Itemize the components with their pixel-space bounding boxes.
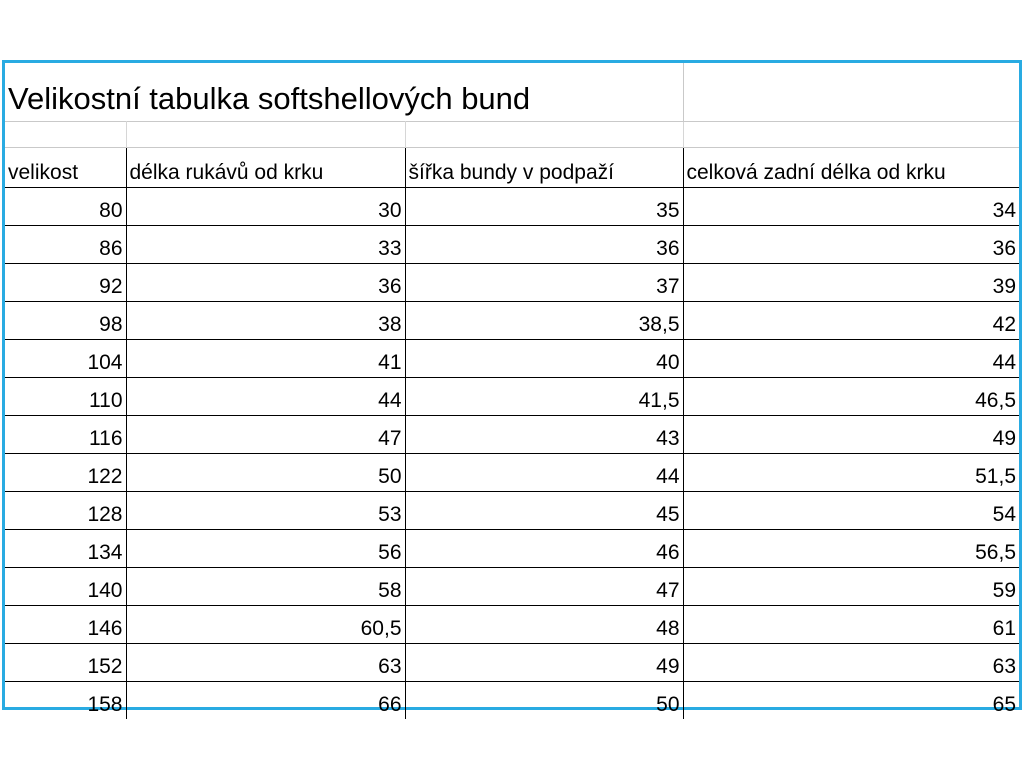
cell-chest-width: 35 xyxy=(405,188,683,226)
table-row xyxy=(5,340,1019,378)
table-row xyxy=(5,416,1019,454)
cell-chest-width: 43 xyxy=(405,416,683,454)
cell-back-length: 65 xyxy=(992,693,1016,716)
cell-chest-width: 38,5 xyxy=(405,302,683,340)
cell-sleeve-length: 66 xyxy=(126,682,405,720)
table-row xyxy=(5,644,1019,682)
header-row xyxy=(5,148,1019,188)
cell-back-length: 61 xyxy=(683,606,1019,644)
cell-chest-width: 47 xyxy=(405,568,683,606)
cell-chest-width: 50 xyxy=(405,682,683,720)
cell-sleeve-length: 50 xyxy=(126,454,405,492)
cell-sleeve-length: 33 xyxy=(126,226,405,264)
cell-back-length: 59 xyxy=(683,568,1019,606)
cell-chest-width: 49 xyxy=(405,644,683,682)
cell-size: 116 xyxy=(5,416,126,454)
title-row xyxy=(5,63,1019,122)
cell-size: 104 xyxy=(5,340,126,378)
cell-sleeve-length: 56 xyxy=(126,530,405,568)
cell-chest-width: 40 xyxy=(405,340,683,378)
cell-size: 140 xyxy=(5,568,126,606)
cell-size: 98 xyxy=(5,302,126,340)
cell-size: 80 xyxy=(5,188,126,226)
cell-chest-width: 46 xyxy=(405,530,683,568)
cell-back-length: 51,5 xyxy=(683,454,1019,492)
empty-cell xyxy=(683,122,1019,148)
cell-back-length: 54 xyxy=(683,492,1019,530)
cell-sleeve-length: 63 xyxy=(126,644,405,682)
table-row xyxy=(5,188,1019,226)
table-row xyxy=(5,226,1019,264)
cell-back-length: 36 xyxy=(683,226,1019,264)
cell-sleeve-length: 41 xyxy=(126,340,405,378)
cell-size: 86 xyxy=(5,226,126,264)
cell-chest-width: 48 xyxy=(405,606,683,644)
cell-back-length: 56,5 xyxy=(683,530,1019,568)
cell-back-length: 39 xyxy=(683,264,1019,302)
cell-back-length: 44 xyxy=(683,340,1019,378)
cell-sleeve-length: 60,5 xyxy=(126,606,405,644)
table-row xyxy=(5,264,1019,302)
size-chart-sheet xyxy=(2,60,1022,716)
cell-size: 122 xyxy=(5,454,126,492)
cell-sleeve-length: 44 xyxy=(126,378,405,416)
empty-cell xyxy=(683,63,1019,122)
cell-back-length: 34 xyxy=(683,188,1019,226)
cell-chest-width: 36 xyxy=(405,226,683,264)
cell-size: 158 xyxy=(5,682,126,720)
cell-sleeve-length: 36 xyxy=(126,264,405,302)
size-table xyxy=(5,63,1019,719)
cell-size: 134 xyxy=(5,530,126,568)
cell-chest-width: 45 xyxy=(405,492,683,530)
cell-size: 152 xyxy=(5,644,126,682)
cell-chest-width: 41,5 xyxy=(405,378,683,416)
table-row xyxy=(5,530,1019,568)
empty-cell xyxy=(126,122,405,148)
column-header-back-length: celková zadní délka od krku xyxy=(683,148,1019,188)
cell-sleeve-length: 53 xyxy=(126,492,405,530)
cell-sleeve-length: 30 xyxy=(126,188,405,226)
cell-back-length: 46,5 xyxy=(683,378,1019,416)
empty-cell xyxy=(405,122,683,148)
cell-sleeve-length: 47 xyxy=(126,416,405,454)
table-row xyxy=(5,454,1019,492)
column-header-sleeve-length: délka rukávů od krku xyxy=(126,148,405,188)
table-row xyxy=(5,378,1019,416)
column-header-chest-width: šířka bundy v podpaží xyxy=(405,148,683,188)
table-row xyxy=(5,568,1019,606)
cell-back-length: 49 xyxy=(683,416,1019,454)
table-row xyxy=(5,302,1019,340)
table-row xyxy=(5,682,1019,720)
column-header-size: velikost xyxy=(5,148,126,188)
cell-back-length: 42 xyxy=(683,302,1019,340)
cell-chest-width: 37 xyxy=(405,264,683,302)
cell-size: 146 xyxy=(5,606,126,644)
table-row xyxy=(5,606,1019,644)
cell-size: 92 xyxy=(5,264,126,302)
cell-chest-width: 44 xyxy=(405,454,683,492)
empty-cell xyxy=(5,122,126,148)
blank-row xyxy=(5,122,1019,148)
cell-size: 110 xyxy=(5,378,126,416)
table-title: Velikostní tabulka softshellových bund xyxy=(5,63,683,122)
cell-size: 128 xyxy=(5,492,126,530)
table-row xyxy=(5,492,1019,530)
cell-sleeve-length: 58 xyxy=(126,568,405,606)
cell-sleeve-length: 38 xyxy=(126,302,405,340)
cell-back-length: 63 xyxy=(683,644,1019,682)
